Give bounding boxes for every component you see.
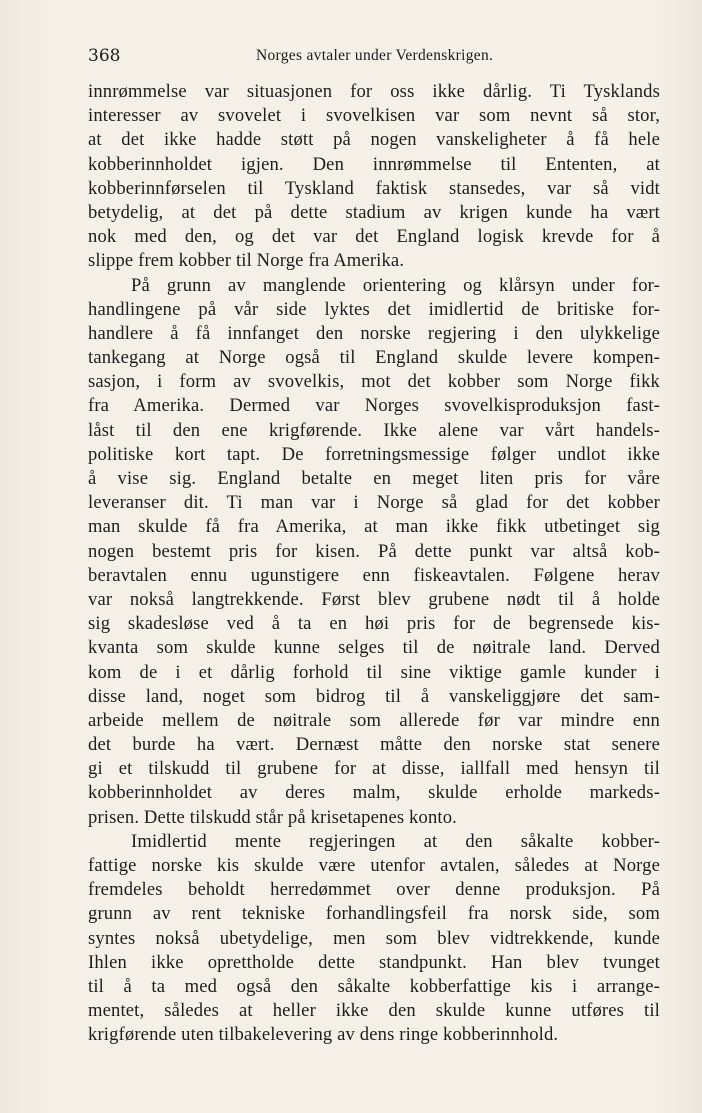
text-line: Ihlen ikke oprettholde dette standpunkt. Han blev tvunget <box>88 951 660 973</box>
text-line: grunn av rent tekniske forhandlingsfeil fra norsk side, som <box>88 903 660 925</box>
text-line: krigførende uten tilbakelevering av dens ringe kobberinnhold. <box>88 1024 559 1046</box>
text-line: leveranser dit. Ti man var i Norge så glad for det kobber <box>88 492 660 514</box>
text-line: betydelig, at det på dette stadium av krigen kunde ha vært <box>88 201 660 223</box>
text-line: Imidlertid mente regjeringen at den såkalte kobber- <box>131 830 660 852</box>
page-number: 368 <box>88 46 121 66</box>
text-line: kvanta som skulde kunne selges til de nøitrale land. Derved <box>88 637 660 659</box>
text-line: slippe frem kobber til Norge fra Amerika. <box>88 250 405 272</box>
running-title: Norges avtaler under Verdenskrigen. <box>256 47 494 64</box>
text-line: politiske kort tapt. De forretningsmessige følger undlot ikke <box>88 443 660 465</box>
text-line: å vise sig. England betalte en meget liten pris for våre <box>88 468 660 489</box>
text-line: var nokså langtrekkende. Først blev grubene nødt til å holde <box>88 588 660 610</box>
text-line: tankegang at Norge også til England skulde levere kompen- <box>88 347 660 369</box>
text-line: interesser av svovelet i svovelkisen var som nevnt så stor, <box>88 105 660 127</box>
text-line: mentet, således at heller ikke den skulde kunne utføres til <box>88 1000 660 1022</box>
text-line: innrømmelse var situasjonen for oss ikke dårlig. Ti Tysklands <box>88 81 660 102</box>
text-line: det burde ha vært. Dernæst måtte den norske stat senere <box>88 734 660 756</box>
text-line: nogen bestemt pris for kisen. På dette punkt var altså kob- <box>88 540 660 562</box>
running-head <box>88 46 660 68</box>
text-line: fattige norske kis skulde være utenfor avtalen, således at Norge <box>88 855 660 876</box>
text-line: kobberinnholdet igjen. Den innrømmelse til Ententen, at <box>88 153 660 175</box>
text-line: fra Amerika. Dermed var Norges svovelkisproduksjon fast- <box>88 395 660 417</box>
text-line: at det ikke hadde støtt på nogen vanskeligheter å få hele <box>88 129 660 151</box>
text-line: På grunn av manglende orientering og klårsyn under for- <box>131 274 660 296</box>
text-line: låst til den ene krigførende. Ikke alene var vårt handels- <box>88 419 660 441</box>
text-line: nok med den, og det var det England logisk krevde for å <box>88 226 660 248</box>
text-line: sasjon, i form av svovelkis, mot det kobber som Norge fikk <box>88 371 660 393</box>
text-line: man skulde få fra Amerika, at man ikke fikk utbetinget sig <box>88 516 660 538</box>
text-line: beravtalen ennu ugunstigere enn fiskeavtalen. Følgene herav <box>88 564 660 586</box>
text-line: fremdeles beholdt herredømmet over denne produksjon. På <box>88 879 660 901</box>
text-line: handlingene på vår side lyktes det imidlertid de britiske for- <box>88 298 660 320</box>
text-line: prisen. Dette tilskudd står på krisetapenes konto. <box>88 806 457 828</box>
text-line: kobberinnholdet av deres malm, skulde erholde markeds- <box>88 782 660 804</box>
text-line: disse land, noget som bidrog til å vanskeliggjøre det sam- <box>88 685 660 707</box>
text-line: sig skadesløse ved å ta en høi pris for de begrensede kis- <box>88 613 660 635</box>
text-line: handlere å få innfanget den norske regjering i den ulykkelige <box>88 322 660 344</box>
text-line: gi et tilskudd til grubene for at disse, iallfall med hensyn til <box>88 758 660 780</box>
text-line: kobberinnførselen til Tyskland faktisk stansedes, var så vidt <box>88 177 660 199</box>
text-line: arbeide mellem de nøitrale som allerede før var mindre enn <box>88 709 660 731</box>
text-line: kom de i et dårlig forhold til sine viktige gamle kunder i <box>88 661 660 683</box>
body-text <box>88 80 660 1048</box>
text-line: syntes nokså ubetydelige, men som blev vidtrekkende, kunde <box>88 927 660 949</box>
text-line: til å ta med også den såkalte kobberfattige kis i arrange- <box>88 975 660 997</box>
